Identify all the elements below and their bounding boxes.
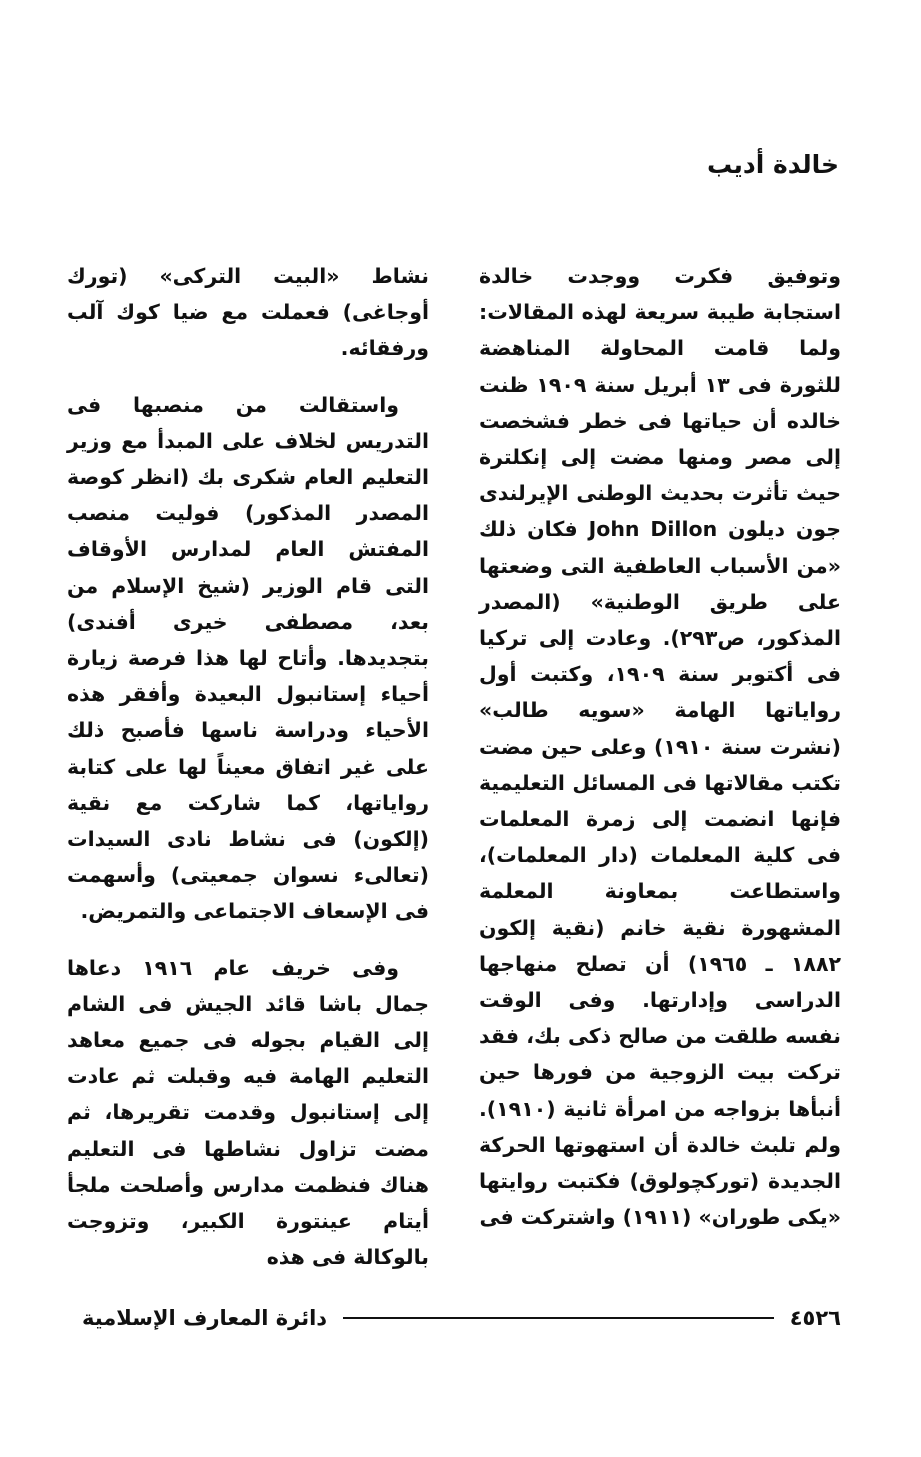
paragraph: نشاط «البيت التركى» (تورك أوجاغى) فعملت مع ضيا كوك آلب ورفقائه. — [67, 264, 429, 361]
publication-title: دائرة المعارف الإسلامية — [82, 1306, 328, 1330]
footer-rule — [343, 1317, 774, 1319]
page-footer — [82, 1300, 841, 1336]
text-column-right — [479, 258, 841, 1235]
paragraph: واستقالت من منصبها فى التدريس لخلاف على المبدأ مع وزير التعليم العام شكرى بك (انظر كوصة المصدر المذكور) فوليت منصب المفتش العام لمدارس الأوقاف التى قام الوزير (شيخ الإسلام من بعد، مصطفى خيرى أفندى) بتجديدها. وأتاح لها هذا فرصة زيارة أحياء إستانبول البعيدة وأفقر هذه الأحياء ودراسة ناسها فأصبح ذلك على غير اتفاق معيناً لها على كتابة رواياتها، كما شاركت مع نقية (إلكون) فى نشاط نادى السيدات (تعالىء نسوان جمعيتى) وأسهمت فى الإسعاف الاجتماعى والتمريض. — [67, 392, 429, 924]
page-number: ٤٥٢٦ — [789, 1306, 841, 1330]
paragraph: وتوفيق فكرت ووجدت خالدة استجابة طيبة سريعة لهذه المقالات: ولما قامت المحاولة المناهضة للثورة فى ١٣ أبريل سنة ١٩٠٩ ظنت خالده أن حياتها فى خطر فشخصت إلى مصر ومنها مضت إلى إنكلترة حيث تأثرت بحديث الوطنى الإيرلندى جون ديلون John Dillon فكان ذلك «من الأسباب العاطفية التى وضعتها على طريق الوطنية» (المصدر المذكور، ص٢٩٣). وعادت إلى تركيا فى أكتوبر سنة ١٩٠٩، وكتبت أول رواياتها الهامة «سويه طالب» (نشرت سنة ١٩١٠) وعلى حين مضت تكتب مقالاتها فى المسائل التعليمية فإنها انضمت إلى زمرة المعلمات فى كلية المعلمات (دار المعلمات)، واستطاعت بمعاونة المعلمة المشهورة نقية خانم (نقية إلكون ١٨٨٢ ـ ١٩٦٥) أن تصلح منهاجها الدراسى وإدارتها. وفى الوقت نفسه طلقت من صالح ذكى بك، فقد تركت بيت الزوجية من فورها حين أنبأها بزواجه من امرأة ثانية (١٩١٠). ولم تلبث خالدة أن استهوتها الحركة الجديدة (توركچولوق) فكتبت روايتها «يكى طوران» (١٩١١) واشتركت فى — [479, 264, 842, 1230]
text-column-left — [67, 258, 429, 1275]
running-header: خالدة أديب — [707, 150, 839, 179]
paragraph: وفى خريف عام ١٩١٦ دعاها جمال باشا قائد الجيش فى الشام إلى القيام بجوله فى جميع معاهد التعليم الهامة فيه وقبلت ثم عادت إلى إستانبول وقدمت تقريرها، ثم مضت تزاول نشاطها فى التعليم هناك فنظمت مدارس وأصلحت ملجأ أيتام عينتورة الكبير، وتزوجت بالوكالة فى هذه — [67, 955, 429, 1270]
